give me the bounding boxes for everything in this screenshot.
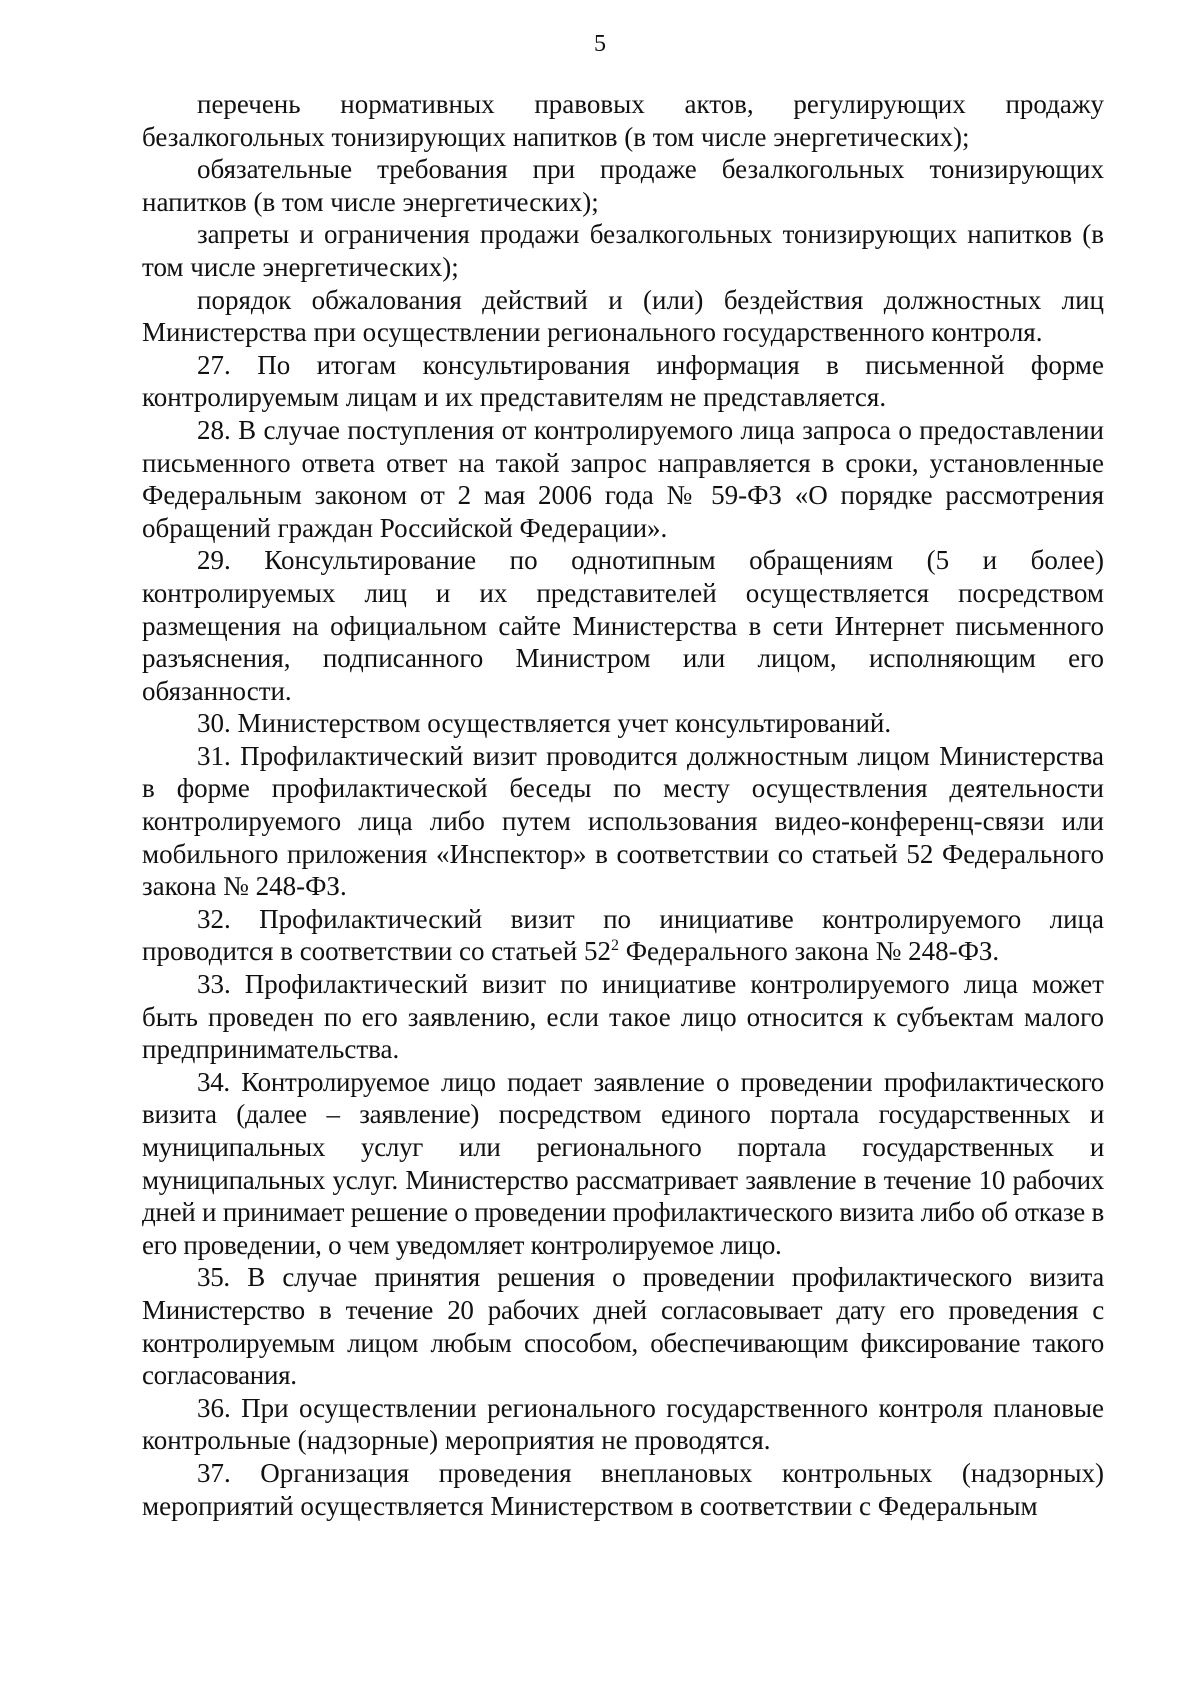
page-number: 5 <box>594 31 606 57</box>
article-superscript: 2 <box>610 937 619 955</box>
list-item-appeal-procedure: порядок обжалования действий и (или) бездействия должностных лиц Министерства при осуществлении регионального государственного контроля. <box>142 284 1104 348</box>
clause-33: 33. Профилактический визит по инициативе контролируемого лица может быть проведен по его заявлению, если такое лицо относится к субъектам малого предпринимательства. <box>142 969 1104 1065</box>
clause-36: 36. При осуществлении регионального государственного контроля плановые контрольные (надзорные) мероприятия не проводятся. <box>142 1392 1104 1456</box>
clause-30: 30. Министерством осуществляется учет консультирований. <box>197 708 892 739</box>
clause-34: 34. Контролируемое лицо подает заявление о проведении профилактического визита (далее – заявление) посредством единого портала государственных и муниципальных услуг или регионального портала государственных и муниципальных услуг. Министерство рассматривает заявление в течение 10 рабочих дней и принимает решение о проведении профилактического визита либо об отказе в его проведении, о чем уведомляет контролируемое лицо. <box>142 1066 1104 1260</box>
clause-27: 27. По итогам консультирования информация в письменной форме контролируемым лицам и их представителям не представляется. <box>142 349 1104 413</box>
clause-35: 35. В случае принятия решения о проведении профилактического визита Министерство в течение 20 рабочих дней согласовывает дату его проведения с контролируемым лицом любым способом, обеспечивающим фиксирование такого согласования. <box>142 1262 1104 1391</box>
clause-32-text: 32. Профилактический визит по инициативе контролируемого лица проводится в соответствии со статьей 52 <box>142 903 1104 967</box>
list-item-mandatory-requirements: обязательные требования при продаже безалкогольных тонизирующих напитков (в том числе энергетических); <box>142 154 1104 217</box>
clause-32-text-end: Федерального закона № 248-ФЗ. <box>618 936 1000 967</box>
list-item-regulatory-acts: перечень нормативных правовых актов, регулирующих продажу безалкогольных тонизирующих напитков (в том числе энергетических); <box>142 89 1104 152</box>
clause-28: 28. В случае поступления от контролируемого лица запроса о предоставлении письменного ответа ответ на такой запрос направляется в сроки, установленные Федеральным законом от 2 мая 2006 года № 59-ФЗ «О порядке рассмотрения обращений граждан Российской Федерации». <box>142 414 1104 543</box>
clause-32 <box>142 903 1104 968</box>
clause-37: 37. Организация проведения внеплановых контрольных (надзорных) мероприятий осуществляется Министерством в соответствии с Федеральным <box>142 1457 1104 1521</box>
document-body <box>142 88 1104 1522</box>
list-item-prohibitions: запреты и ограничения продажи безалкогольных тонизирующих напитков (в том числе энергетических); <box>142 219 1104 282</box>
clause-29: 29. Консультирование по однотипным обращениям (5 и более) контролируемых лиц и их представителей осуществляется посредством размещения на официальном сайте Министерства в сети Интернет письменного разъяснения, подписанного Министром или лицом, исполняющим его обязанности. <box>142 545 1104 706</box>
clause-31: 31. Профилактический визит проводится должностным лицом Министерства в форме профилактической беседы по месту осуществления деятельности контролируемого лица либо путем использования видео-конференц-связи или мобильного приложения «Инспектор» в соответствии со статьей 52 Федерального закона № 248-ФЗ. <box>142 740 1104 902</box>
